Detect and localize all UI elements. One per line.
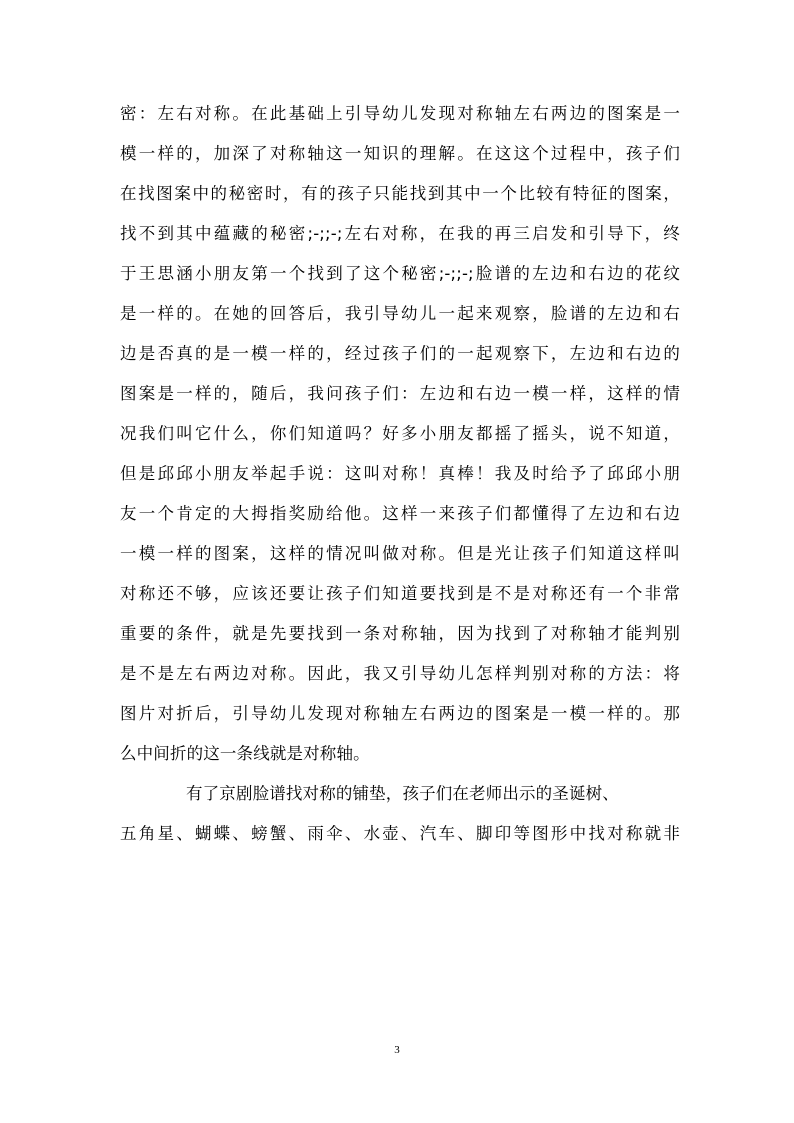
text-line-14: 重要的条件，就是先要找到一条对称轴，因为找到了对称轴才能判别 (120, 624, 680, 643)
text-line-4: 找不到其中蕴藏的秘密;-;;-;左右对称，在我的再三启发和引导下，终 (120, 224, 680, 243)
paragraph-first-line: 有了京剧脸谱找对称的铺垫，孩子们在老师出示的圣诞树、 (186, 784, 619, 803)
text-line-15: 是不是左右两边对称。因此，我又引导幼儿怎样判别对称的方法：将 (120, 664, 680, 683)
text-line-11: 友一个肯定的大拇指奖励给他。这样一来孩子们都懂得了左边和右边 (120, 504, 680, 523)
text-line-17: 么中间折的这一条线就是对称轴。 (120, 744, 370, 763)
text-line-6: 是一样的。在她的回答后，我引导幼儿一起来观察，脸谱的左边和右 (120, 304, 680, 323)
text-line-2: 模一样的，加深了对称轴这一知识的理解。在这这个过程中，孩子们 (120, 144, 680, 163)
text-line-12: 一模一样的图案，这样的情况叫做对称。但是光让孩子们知道这样叫 (120, 544, 680, 563)
body-text (120, 94, 680, 854)
text-line-9: 况我们叫它什么，你们知道吗？好多小朋友都摇了摇头，说不知道， (120, 424, 680, 443)
text-line-7: 边是否真的是一模一样的，经过孩子们的一起观察下，左边和右边的 (120, 344, 680, 363)
text-line-19: 五角星、蝴蝶、螃蟹、雨伞、水壶、汽车、脚印等图形中找对称就非 (120, 824, 680, 843)
text-line-8: 图案是一样的，随后，我问孩子们：左边和右边一模一样，这样的情 (120, 384, 680, 403)
text-line-5: 于王思涵小朋友第一个找到了这个秘密;-;;-;脸谱的左边和右边的花纹 (120, 264, 680, 283)
text-line-3: 在找图案中的秘密时，有的孩子只能找到其中一个比较有特征的图案， (120, 184, 680, 203)
page-number: 3 (394, 1044, 400, 1056)
text-line-16: 图片对折后，引导幼儿发现对称轴左右两边的图案是一模一样的。那 (120, 704, 680, 723)
text-line-13: 对称还不够，应该还要让孩子们知道要找到是不是对称还有一个非常 (120, 584, 680, 603)
text-line-1: 密：左右对称。在此基础上引导幼儿发现对称轴左右两边的图案是一 (120, 104, 680, 123)
text-line-10: 但是邱邱小朋友举起手说：这叫对称！真棒！我及时给予了邱邱小朋 (120, 464, 680, 483)
